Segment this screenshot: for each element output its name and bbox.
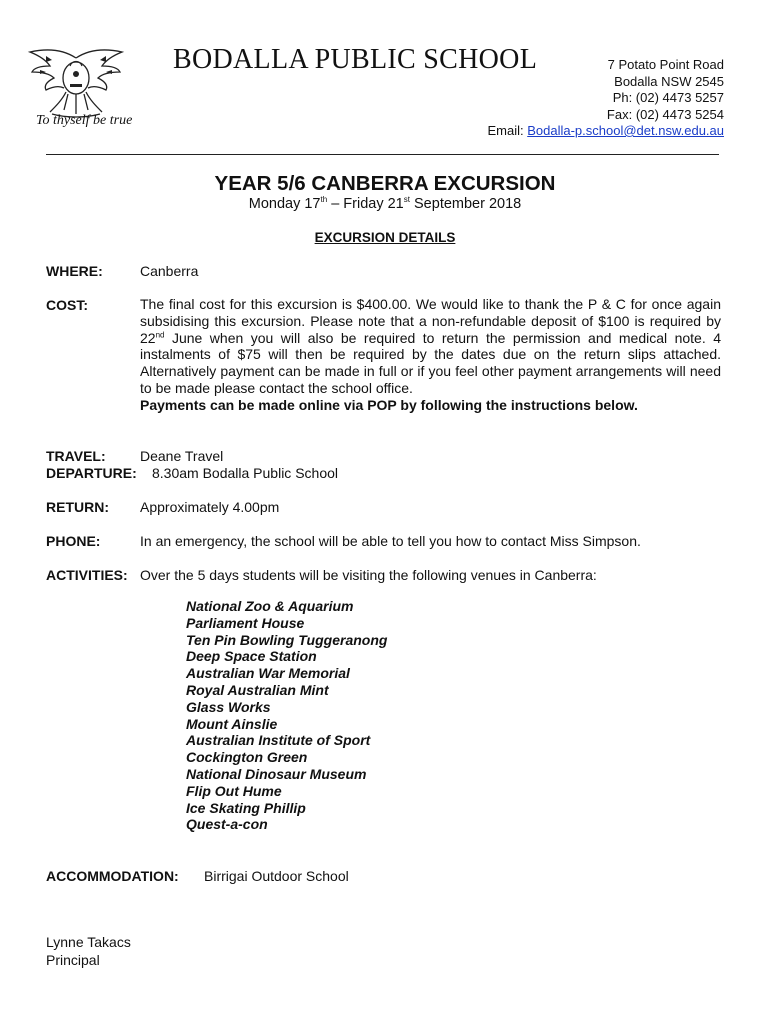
school-crest-logo [26,44,126,120]
fax-number: Fax: (02) 4473 5254 [606,106,724,122]
list-item: Australian War Memorial [186,665,350,682]
list-item: Glass Works [186,698,271,715]
list-item: Flip Out Hume [186,782,282,799]
start-date-suffix: th [320,195,328,205]
month-year: September 2018 [409,196,522,212]
address-town: Bodalla NSW 2545 [614,73,724,89]
email-label: Email: [487,123,528,138]
list-item: National Dinosaur Museum [186,765,367,782]
cost-text-part2: June when you will also be required to return the permission and medical note. 4 instalments of $75 will then be required by the dates due on the return slips attached. Alternatively payment can be made in full or if you feel other payment arrangements will need to be made please contact the school office. [140,329,721,396]
travel-value: Deane Travel [140,448,224,464]
departure-label: DEPARTURE: [46,465,137,481]
excursion-dates [0,196,770,212]
payment-note: Payments can be made online via POP by following the instructions below. [140,396,638,413]
activities-value: Over the 5 days students will be visiting the following venues in Canberra: [140,567,597,583]
cost-text-part1: The final cost for this excursion is $400.00. We would like to thank the P & C for once again subsidising this excursion. Please note that a non-refundable deposit of $100 is required by 22 [140,296,721,346]
return-label: RETURN: [46,499,109,515]
where-label: WHERE: [46,263,103,279]
end-date-suffix: st [403,195,410,205]
phone-number: Ph: (02) 4473 5257 [612,90,724,105]
school-contact-block [487,57,724,140]
list-item: Royal Australian Mint [186,681,329,698]
list-item: Cockington Green [186,749,308,766]
accommodation-label: ACCOMMODATION: [46,868,179,884]
end-date: – Friday 21 [327,196,404,212]
list-item: Ten Pin Bowling Tuggeranong [186,631,388,648]
phone-label: PHONE: [46,533,101,549]
cost-date-suffix: nd [155,329,165,339]
details-heading: EXCURSION DETAILS [314,230,456,245]
school-name: BODALLA PUBLIC SCHOOL [173,44,538,75]
document-title: YEAR 5/6 CANBERRA EXCURSION [214,172,556,195]
email-line [487,123,724,140]
venue-list [186,598,387,833]
header-divider [46,154,719,155]
list-item: Quest-a-con [186,816,268,833]
cost-label: COST: [46,297,88,313]
list-item: Mount Ainslie [186,715,278,732]
list-item: Parliament House [186,614,305,631]
departure-value: 8.30am Bodalla Public School [152,465,339,481]
list-item: Ice Skating Phillip [186,799,306,816]
return-value: Approximately 4.00pm [140,499,280,515]
email-link[interactable]: Bodalla-p.school@det.nsw.edu.au [527,123,724,138]
accommodation-value: Birrigai Outdoor School [204,868,349,884]
signatory-role: Principal [46,952,100,968]
signatory-name: Lynne Takacs [46,934,131,950]
list-item: National Zoo & Aquarium [186,598,354,614]
where-value: Canberra [140,263,199,279]
school-motto: To thyself be true [36,113,133,128]
travel-label: TRAVEL: [46,448,106,464]
phone-value: In an emergency, the school will be able to tell you how to contact Miss Simpson. [140,533,641,549]
address-street: 7 Potato Point Road [607,57,724,72]
list-item: Australian Institute of Sport [186,732,371,749]
start-date: Monday 17 [248,196,321,212]
activities-label: ACTIVITIES: [46,567,128,583]
cost-paragraph [140,296,721,414]
list-item: Deep Space Station [186,648,317,665]
